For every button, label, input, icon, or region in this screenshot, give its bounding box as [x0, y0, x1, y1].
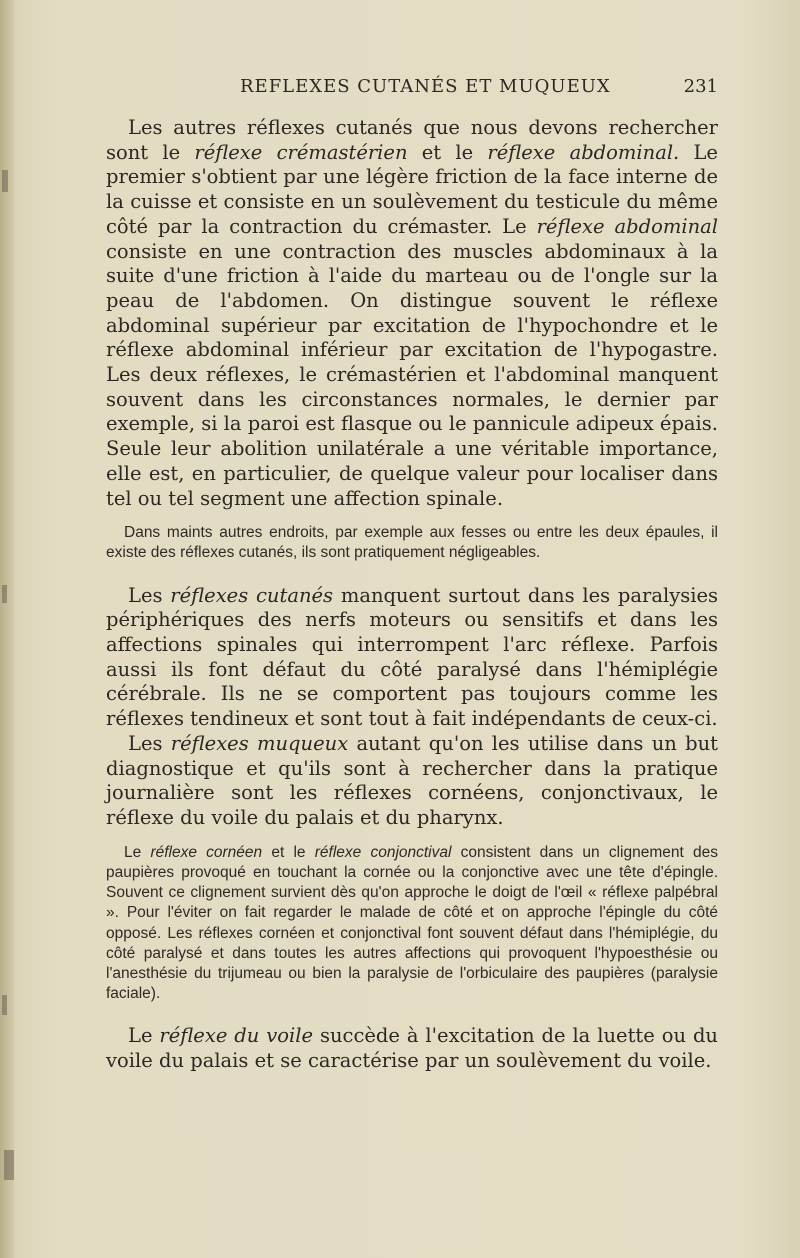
running-title: REFLEXES CUTANÉS ET MUQUEUX: [240, 76, 611, 97]
page-body: [106, 116, 718, 1074]
page-number: 231: [683, 76, 718, 97]
margin-mark: [2, 585, 7, 603]
paragraph-mucous-reflexes: Les réflexes muqueux autant qu'on les utilise dans un but diagnostique et qu'ils sont à rechercher dans la pratique journalière sont les réflexes cornéens, conjonctivaux, le réflexe du voile du palais et du pharynx.: [106, 731, 718, 829]
margin-mark: [4, 1150, 14, 1180]
page-header: [106, 76, 718, 102]
margin-mark: [2, 170, 8, 192]
paragraph-palate-reflex: Le réflexe du voile succède à l'excitation de la luette ou du voile du palais et se caractérise par un soulèvement du voile.: [106, 1024, 718, 1073]
margin-mark: [2, 995, 7, 1015]
note-corneal-reflex: Le réflexe cornéen et le réflexe conjonctival consistent dans un clignement des paupières provoqué en touchant la cornée ou la conjonctive avec une tête d'épingle. Souvent ce clignement survient dès qu'on approche le doigt de l'œil « réflexe palpébral ». Pour l'éviter on fait regarder le malade de côté et on approche l'épingle du côté opposé. Les réflexes cornéen et conjonctival font souvent défaut dans l'hémiplégie, du côté paralysé et dans toutes les autres affections qui provoquent l'hypoesthésie ou l'anesthésie du trijumeau ou bien la paralysie de l'orbiculaire des paupières (paralysie faciale).: [106, 843, 718, 1003]
paragraph-reflex-absence: Les réflexes cutanés manquent surtout dans les paralysies périphériques des nerfs moteurs ou sensitifs et dans les affections spinales qui interrompent l'arc réflexe. Parfois aussi ils font défaut du côté paralysé dans l'hémiplégie cérébrale. Ils ne se comportent pas toujours comme les réflexes tendineux et sont tout à fait indépendants de ceux-ci.: [106, 583, 719, 731]
note-other-reflexes: Dans maints autres endroits, par exemple aux fesses ou entre les deux épaules, il existe des réflexes cutanés, ils sont pratiquement négligeables.: [106, 524, 718, 562]
paragraph-cutaneous-reflexes: Les autres réflexes cutanés que nous devons rechercher sont le réflexe crémastérien et le réflexe abdominal. Le premier s'obtient par une légère friction de la face interne de la cuisse et consiste en un soulèvement du testicule du même côté par la contraction du crémaster. Le réflexe abdominal consiste en une contraction des muscles abdominaux à la suite d'une friction à l'aide du marteau ou de l'ongle sur la peau de l'abdomen. On distingue souvent le réflexe abdominal supérieur par excitation de l'hypochondre et le réflexe abdominal inférieur par excitation de l'hypogastre. Les deux réflexes, le crémastérien et l'abdominal manquent souvent dans les circonstances normales, le dernier par exemple, si la paroi est flasque ou le pannicule adipeux épais. Seule leur abolition unilatérale a une véritable importance, elle est, en particulier, de quelque valeur pour localiser dans tel ou tel segment une affection spinale.: [106, 116, 718, 510]
